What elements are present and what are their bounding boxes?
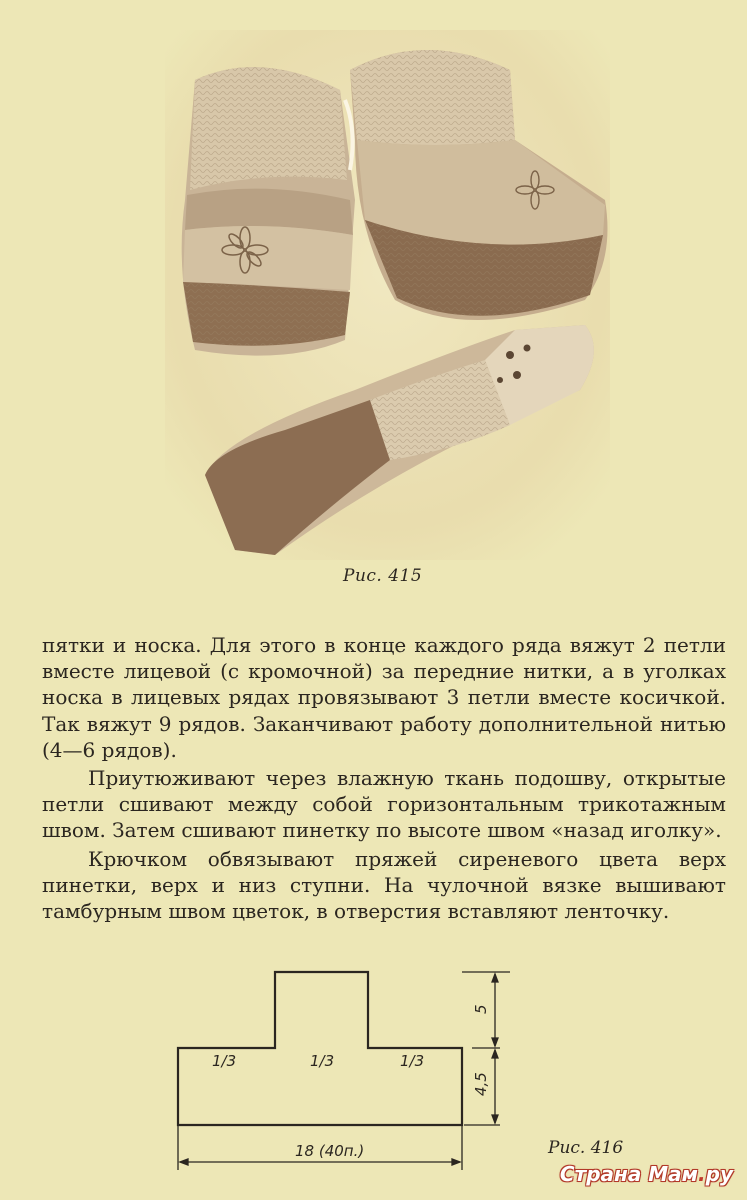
left-bootie (182, 67, 355, 355)
label-left-third: 1/3 (212, 1052, 237, 1070)
label-middle-third: 1/3 (310, 1052, 335, 1070)
pattern-diagram (160, 960, 520, 1175)
paragraph-1: пятки и носка. Для этого в конце каждого ряда вяжут 2 петли вместе лицевой (с кромочной) за передние нитки, а в уголках носка в лицевых рядах провязывают 3 петли вместе косичкой. Так вяжут 9 рядов. Заканчивают работу дополнительной нитью (4—6 рядов). (42, 633, 726, 762)
site-watermark (560, 1162, 733, 1186)
label-right-third: 1/3 (400, 1052, 425, 1070)
watermark-text: Страна Мам (559, 1162, 699, 1186)
booties-photo (165, 30, 610, 560)
watermark-suffix: ру (705, 1162, 733, 1186)
pattern-outline (178, 972, 462, 1125)
watermark-dot: . (698, 1162, 706, 1186)
paragraph-2: Приутюживают через влажную ткань подошву, открытые петли сшивают между собой горизонтальным трикотажным швом. Затем сшивают пинетку по высоте швом «назад иголку». (42, 766, 726, 843)
figure-caption-416: Рис. 416 (548, 1138, 624, 1158)
label-top-height: 5 (472, 1004, 490, 1014)
figure-caption-415: Рис. 415 (343, 566, 423, 586)
paragraph-3: Крючком обвязывают пряжей сиреневого цвета верх пинетки, верх и низ ступни. На чулочной вязке вышивают тамбурным швом цветок, в отверстия вставляют ленточку. (42, 846, 726, 924)
label-bottom-height: 4,5 (472, 1072, 490, 1096)
label-width: 18 (40п.) (295, 1142, 365, 1160)
body-text (42, 632, 726, 924)
